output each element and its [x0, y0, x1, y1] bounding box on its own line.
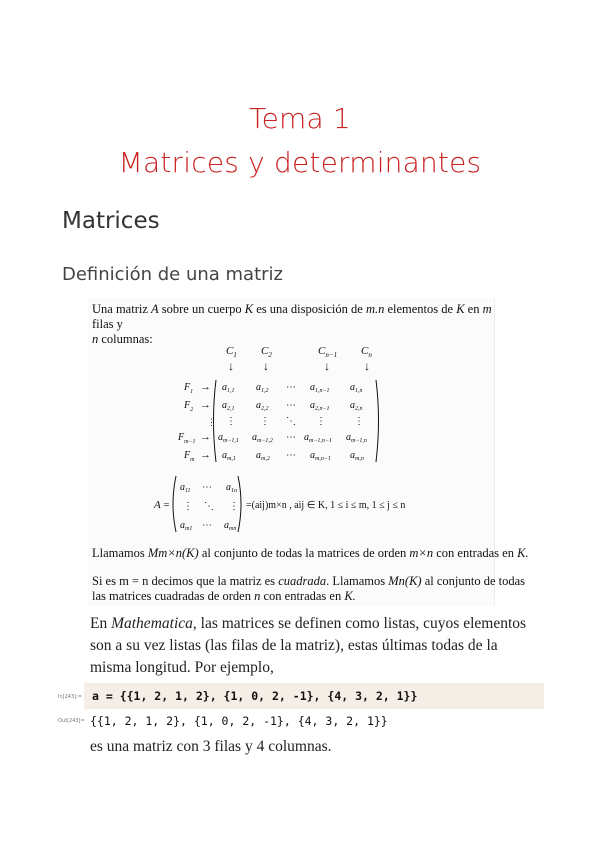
svg-text:am−1,1: $a_{m-1,1}$	[218, 432, 239, 444]
svg-text:am,1: $a_{m,1}$	[222, 450, 236, 462]
definition-scan	[88, 298, 529, 606]
square-definition: Si es m = n decimos que la matriz es cuadrada. Llamamos Mn(K) al conjunto de todas las matrices cuadradas de orden n con entradas en K.	[92, 574, 526, 603]
chapter-subtitle: Matrices y determinantes	[118, 146, 482, 179]
svg-text:am−1,n−1: $a_{m-1,n-1}$	[304, 432, 332, 444]
svg-text:a2,n: $a_{2,n}$	[350, 400, 363, 412]
svg-text:am−1,2: $a_{m-1,2}$	[252, 432, 273, 444]
column-label-cn: $C_n$	[361, 345, 372, 359]
svg-text:a2,1: $a_{2,1}$	[222, 400, 235, 412]
svg-text:↓: ↓	[364, 359, 370, 373]
input-cell-label: In[243]:=	[58, 694, 82, 700]
svg-text:⋯: ⋯	[286, 382, 296, 393]
definition-intro: Una matriz A sobre un cuerpo K es una disposición de m.n elementos de K en m filas y n columnas:	[92, 302, 492, 346]
svg-text:⋮: ⋮	[226, 416, 236, 427]
svg-text:⋮: ⋮	[229, 501, 239, 512]
svg-text:⋱: ⋱	[204, 501, 214, 512]
svg-text:a2,2: $a_{2,2}$	[256, 400, 269, 412]
row-label-f2: $F_2$	[184, 400, 194, 413]
row-label-f1: $F_1$	[184, 382, 194, 395]
output-cell-label: Out[243]=	[58, 718, 85, 724]
svg-text:a1,n−1: $a_{1,n-1}$	[310, 382, 330, 394]
svg-text:a11: $a_{11}$	[180, 482, 191, 494]
svg-text:⋯: ⋯	[202, 520, 212, 531]
svg-text:a1,2: $a_{1,2}$	[256, 382, 269, 394]
svg-text:am,n: $a_{m,n}$	[350, 450, 364, 462]
svg-text:a2,n−1: $a_{2,n-1}$	[310, 400, 330, 412]
section-heading: Matrices	[62, 208, 160, 234]
svg-text:a1n: $a_{1n}$	[226, 482, 237, 494]
svg-text:A =: A =	[154, 499, 170, 511]
svg-text:⋮: ⋮	[183, 501, 193, 512]
svg-text:am1: $a_{m1}$	[180, 520, 193, 532]
svg-text:→: →	[200, 399, 211, 411]
svg-text:⋮: ⋮	[316, 416, 326, 427]
row-label-fm: $F_m$	[184, 450, 195, 463]
input-cell[interactable]	[84, 683, 544, 709]
svg-text:am,2: $a_{m,2}$	[256, 450, 270, 462]
input-code[interactable]: a = {{1, 2, 1, 2}, {1, 0, 2, -1}, {4, 3, 2, 1}}	[92, 689, 418, 703]
svg-text:am−1,n: $a_{m-1,n}$	[346, 432, 367, 444]
svg-text:a1,1: $a_{1,1}$	[222, 382, 235, 394]
svg-text:→: →	[200, 381, 211, 393]
svg-text:a1,n: $a_{1,n}$	[350, 382, 363, 394]
matrix-definition-tail: =(aij)m×n , aij ∈ K, 1 ≤ i ≤ m, 1 ≤ j ≤ n	[246, 500, 406, 511]
svg-text:→: →	[200, 431, 211, 443]
svg-text:am,n−1: $a_{m,n-1}$	[310, 450, 331, 462]
row-label-fm1: $F_{m-1}$	[178, 432, 196, 445]
svg-text:↓: ↓	[228, 359, 234, 373]
set-definition: Llamamos Mm×n(K) al conjunto de todas la matrices de orden m×n con entradas en K.	[92, 546, 529, 560]
column-label-c1: $C_1$	[226, 345, 237, 359]
svg-text:⋯: ⋯	[202, 482, 212, 493]
column-label-cn1: $C_{n-1}$	[318, 345, 338, 359]
svg-text:⋮: ⋮	[354, 416, 364, 427]
subsection-heading: Definición de una matriz	[62, 264, 283, 285]
svg-text:↓: ↓	[263, 359, 269, 373]
svg-text:⋯: ⋯	[286, 450, 296, 461]
closing-text: es una matriz con 3 filas y 4 columnas.	[90, 738, 332, 755]
svg-text:↓: ↓	[324, 359, 330, 373]
svg-text:⋯: ⋯	[286, 432, 296, 443]
chapter-title: Tema 1	[249, 102, 351, 135]
svg-text:⋱: ⋱	[286, 416, 296, 427]
svg-text:⋮: ⋮	[260, 416, 270, 427]
explanation-paragraph: En Mathematica, las matrices se definen como listas, cuyos elementos son a su vez listas (las filas de la matriz), estas últimas todas de la misma longitud. Por ejemplo,	[90, 615, 527, 676]
column-label-c2: $C_2$	[261, 345, 272, 359]
svg-text:⋯: ⋯	[286, 400, 296, 411]
output-code: {{1, 2, 1, 2}, {1, 0, 2, -1}, {4, 3, 2, 1}}	[90, 714, 388, 728]
svg-text:amn: $a_{mn}$	[224, 520, 237, 532]
svg-text:→: →	[200, 449, 211, 461]
svg-text:⋮: ⋮	[207, 417, 216, 427]
